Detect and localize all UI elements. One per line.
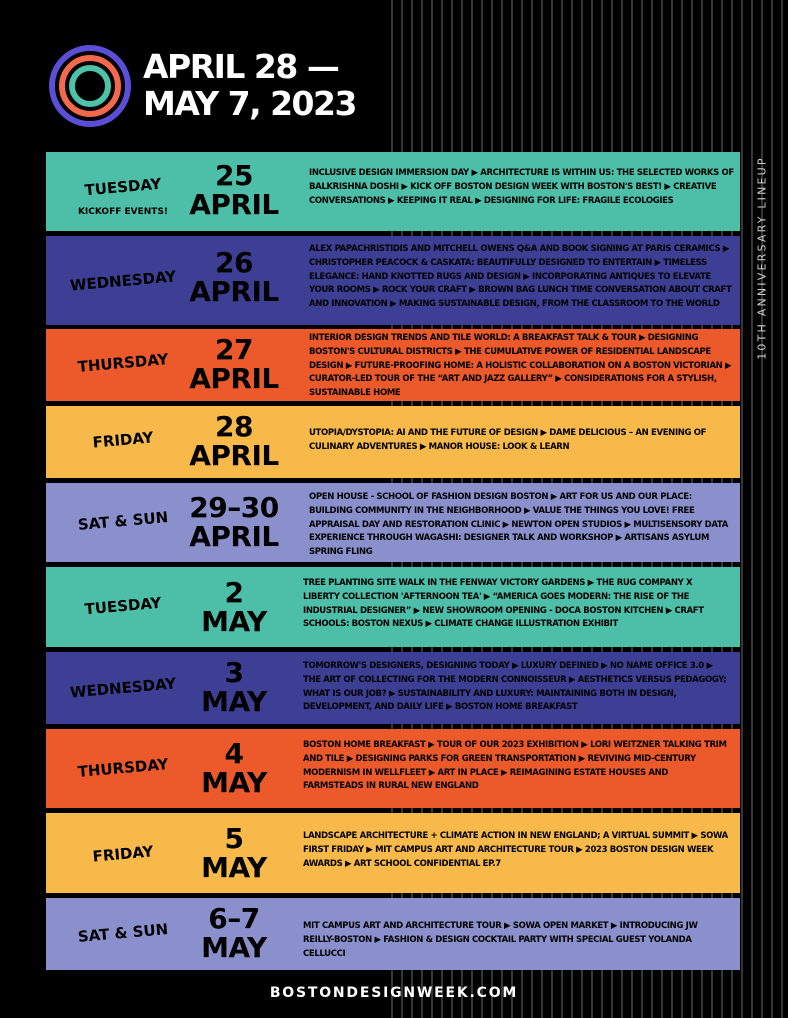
headline-line-2: MAY 7, 2023 (143, 84, 356, 123)
date-month: APRIL (189, 439, 279, 472)
event-list: OPEN HOUSE - SCHOOL OF FASHION DESIGN BOSTON ▶ ART FOR US AND OUR PLACE: BUILDING COMMUNITY IN THE NEIGHBORHOOD ▶ VALUE THE THINGS YOU LOVE! FREE APPRAISAL DAY AND RESTORATION CLINIC ▶ NEWTON OPEN STUDIOS ▶ MULTISENSORY DATA EXPERIENCE THROUGH WAGASHI: DESIGNER TALK AND WORKSHOP ▶ ARTISANS ASYLUM SPRING FLING (309, 492, 728, 558)
date-block (172, 904, 296, 962)
date-block (172, 335, 296, 393)
day-label: FRIDAY (91, 428, 155, 452)
date-month: MAY (201, 766, 267, 799)
event-list: UTOPIA/DYSTOPIA: AI AND THE FUTURE OF DESIGN ▶ DAME DELICIOUS – AN EVENING OF CULINARY ADVENTURES ▶ MANOR HOUSE: LOOK & LEARN (309, 428, 707, 452)
date-number: 3 (224, 656, 244, 689)
day-subtitle: KICKOFF EVENTS! (77, 207, 169, 217)
date-block (172, 824, 296, 882)
event-dates-headline (143, 48, 356, 122)
date-month: APRIL (189, 188, 279, 221)
schedule-row (46, 152, 740, 231)
day-label: THURSDAY (76, 350, 170, 376)
schedule-row (46, 813, 740, 893)
schedule-row (46, 483, 740, 562)
event-list: INTERIOR DESIGN TRENDS AND TILE WORLD: A BREAKFAST TALK & TOUR ▶ DESIGNING BOSTON'S CULTURAL DISTRICTS ▶ THE CUMULATIVE POWER OF RESIDENTIAL LANDSCAPE DESIGN ▶ FUTURE-PROOFING HOME: A HOLISTIC COLLABORATION ON A BOSTON VICTORIAN ▶ CURATOR-LED TOUR OF THE “ART AND JAZZ GALLERY” ▶ CONSIDERATIONS FOR A STYLISH, SUSTAINABLE HOME (309, 333, 732, 399)
event-list: LANDSCAPE ARCHITECTURE + CLIMATE ACTION IN NEW ENGLAND; A VIRTUAL SUMMIT ▶ SOWA FIRST FRIDAY ▶ MIT CAMPUS ART AND ARCHITECTURE TOUR ▶ 2023 BOSTON DESIGN WEEK AWARDS ▶ ART SCHOOL CONFIDENTIAL EP.7 (303, 831, 728, 869)
event-list: BOSTON HOME BREAKFAST ▶ TOUR OF OUR 2023 EXHIBITION ▶ LORI WEITZNER TALKING TRIM AND TILE ▶ DESIGNING PARKS FOR GREEN TRANSPORTATION ▶ REVIVING MID-CENTURY MODERNISM IN WELLFLEET ▶ ART IN PLACE ▶ REIMAGINING ESTATE HOUSES AND FARMSTEADS IN RURAL NEW ENGLAND (303, 740, 727, 792)
date-month: MAY (201, 851, 267, 884)
event-list: INCLUSIVE DESIGN IMMERSION DAY ▶ ARCHITECTURE IS WITHIN US: THE SELECTED WORKS OF BALKRISHNA DOSHI ▶ KICK OFF BOSTON DESIGN WEEK WITH BOSTON'S BEST! ▶ CREATIVE CONVERSATIONS ▶ KEEPING IT REAL ▶ DESIGNING FOR LIFE: FRAGILE ECOLOGIES (309, 168, 734, 206)
date-number: 28 (215, 410, 253, 443)
day-label: TUESDAY (83, 174, 163, 200)
date-block (172, 493, 296, 551)
date-number: 6–7 (208, 902, 260, 935)
date-number: 29–30 (189, 491, 279, 524)
day-label: WEDNESDAY (69, 674, 177, 702)
event-list: TOMORROW'S DESIGNERS, DESIGNING TODAY ▶ LUXURY DEFINED ▶ NO NAME OFFICE 3.0 ▶ THE ART OF COLLECTING FOR THE MODERN CONNOISSEUR ▶ AESTHETICS VERSUS PEDAGOGY; WHAT IS OUR JOB? ▶ SUSTAINABILITY AND LUXURY: MAINTAINING BOTH IN DESIGN, DEVELOPMENT, AND DAILY LIFE ▶ BOSTON HOME BREAKFAST (303, 661, 727, 713)
event-list: ALEX PAPACHRISTIDIS AND MITCHELL OWENS Q&A AND BOOK SIGNING AT PARIS CERAMICS ▶ CHRISTOPHER PEACOCK & CASKATA: BEAUTIFULLY DESIGNED TO ENTERTAIN ▶ TIMELESS ELEGANCE: HAND KNOTTED RUGS AND DESIGN ▶ INCORPORATING ANTIQUES TO ELEVATE YOUR ROOMS ▶ ROCK YOUR CRAFT ▶ BROWN BAG LUNCH TIME CONVERSATION ABOUT CRAFT AND INNOVATION ▶ MAKING SUSTAINABLE DESIGN, FROM THE CLASSROOM TO THE WORLD (309, 244, 732, 310)
date-block (172, 248, 296, 306)
date-month: MAY (201, 605, 267, 638)
day-label: FRIDAY (91, 842, 155, 866)
day-label: TUESDAY (83, 593, 163, 619)
date-block (172, 739, 296, 797)
date-number: 4 (224, 737, 244, 770)
date-block (172, 658, 296, 716)
date-number: 25 (215, 159, 253, 192)
schedule-row (46, 236, 740, 325)
date-number: 5 (224, 822, 244, 855)
date-number: 2 (224, 576, 244, 609)
date-number: 27 (215, 333, 253, 366)
anniversary-tag-text: 10TH ANNIVERSARY LINEUP (755, 156, 769, 360)
date-month: APRIL (189, 275, 279, 308)
day-label: SAT & SUN (77, 920, 169, 946)
day-label: THURSDAY (76, 755, 170, 781)
date-block (172, 412, 296, 470)
schedule-row (46, 652, 740, 724)
date-block (172, 161, 296, 219)
schedule-row (46, 406, 740, 478)
date-month: APRIL (189, 362, 279, 395)
schedule-row (46, 729, 740, 808)
event-list: MIT CAMPUS ART AND ARCHITECTURE TOUR ▶ SOWA OPEN MARKET ▶ INTRODUCING JW REILLY-BOSTON ▶ FASHION & DESIGN COCKTAIL PARTY WITH SPECIAL GUEST YOLANDA CELLUCCI (303, 921, 698, 959)
schedule-row (46, 898, 740, 970)
date-month: MAY (201, 931, 267, 964)
date-month: MAY (201, 685, 267, 718)
schedule-row (46, 567, 740, 647)
headline-line-1: APRIL 28 — (143, 47, 339, 86)
concentric-rings-logo (48, 44, 132, 128)
day-label: WEDNESDAY (69, 267, 177, 295)
date-number: 26 (215, 246, 253, 279)
schedule-row (46, 329, 740, 401)
website-link[interactable]: BOSTONDESIGNWEEK.COM (269, 985, 519, 1001)
day-label: SAT & SUN (77, 508, 169, 534)
date-block (172, 578, 296, 636)
event-list: TREE PLANTING SITE WALK IN THE FENWAY VICTORY GARDENS ▶ THE RUG COMPANY X LIBERTY COLLECTION 'AFTERNOON TEA' ▶ “AMERICA GOES MODERN: THE RISE OF THE INDUSTRIAL DESIGNER” ▶ NEW SHOWROOM OPENING - DOCA BOSTON KITCHEN ▶ CRAFT SCHOOLS: BOSTON NEXUS ▶ CLIMATE CHANGE ILLUSTRATION EXHIBIT (303, 578, 704, 630)
date-month: APRIL (189, 520, 279, 553)
